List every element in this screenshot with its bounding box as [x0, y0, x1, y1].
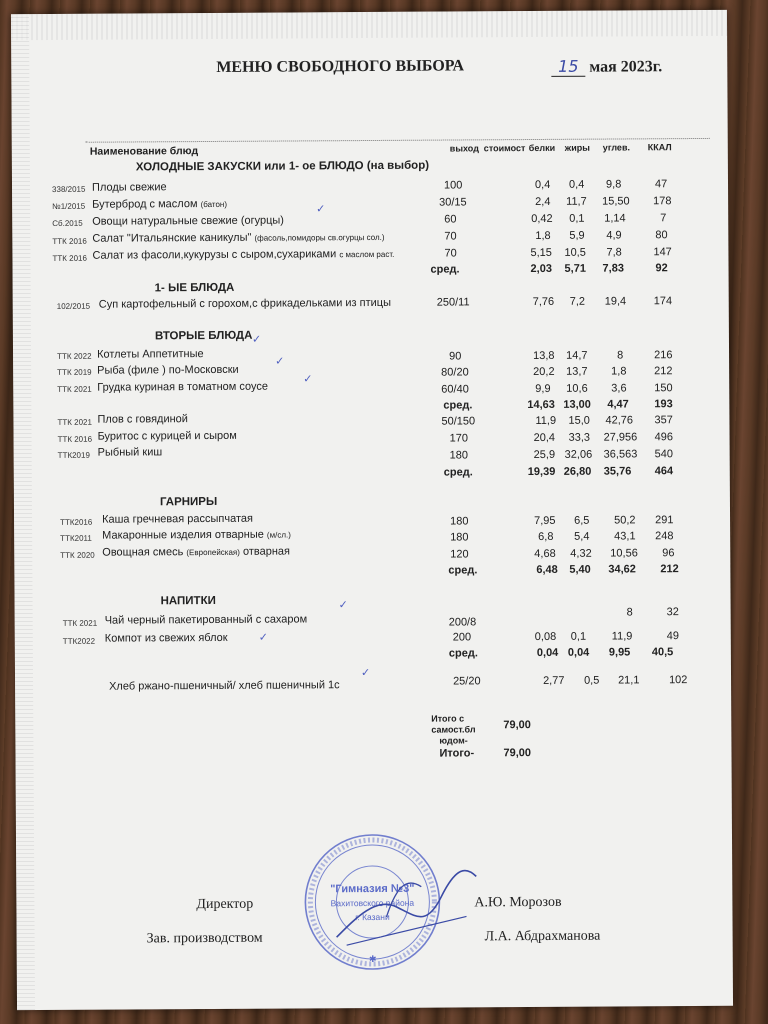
check-mark-icon: ✓ [251, 333, 262, 346]
row-portion: 60/40 [441, 383, 469, 396]
check-mark-icon: ✓ [303, 373, 313, 386]
average-protein: 6,48 [536, 563, 558, 576]
row-carbs: 8 [626, 606, 633, 619]
col-kcal: ККАЛ [647, 142, 672, 153]
row-kcal: 216 [654, 349, 673, 362]
row-kcal: 7 [660, 212, 667, 225]
row-note: (Европейская) [186, 547, 240, 558]
row-protein: 7,76 [532, 295, 555, 309]
row-code: ТТК 2016 [52, 236, 87, 246]
row-portion: 180 [450, 515, 469, 528]
row-kcal: 212 [654, 365, 673, 378]
row-name: Суп картофельный с горохом,с фрикадельками из птицы [98, 296, 392, 311]
row-kcal: 102 [669, 674, 688, 687]
row-fat: 5,4 [574, 530, 590, 543]
row-name-main: Бутерброд с маслом [92, 198, 198, 211]
page-title: МЕНЮ СВОБОДНОГО ВЫБОРА [216, 57, 465, 76]
totals-label2: Итого- [439, 747, 475, 760]
row-fat: 32,06 [564, 448, 593, 461]
row-portion: 30/15 [439, 196, 467, 209]
row-kcal: 47 [654, 178, 668, 191]
row-protein: 0,42 [531, 212, 553, 226]
section-second: ВТОРЫЕ БЛЮДА [154, 329, 253, 343]
row-name: Грудка куриная в томатном соусе [97, 380, 269, 394]
row-carbs: 36,563 [603, 448, 638, 461]
row-protein: 20,4 [533, 431, 556, 445]
row-protein: 2,4 [535, 195, 551, 208]
row-carbs: 10,56 [610, 547, 638, 560]
row-carbs: 3,6 [611, 382, 627, 395]
average-label: сред. [443, 466, 473, 479]
row-name [102, 546, 290, 559]
average-protein: 19,39 [527, 465, 556, 479]
average-fat: 26,80 [563, 465, 592, 478]
average-fat: 13,00 [563, 398, 591, 411]
row-carbs: 1,8 [611, 365, 627, 378]
average-carbs: 4,47 [607, 398, 629, 411]
row-fat: 0,4 [568, 178, 585, 191]
row-name: Плов с говядиной [97, 413, 188, 426]
row-kcal: 291 [655, 514, 674, 527]
average-label: сред. [448, 647, 478, 660]
row-fat: 7,2 [569, 295, 586, 308]
row-note: (фасоль,помидоры св.огурцы сол.) [254, 232, 385, 243]
average-protein: 14,63 [527, 398, 555, 412]
row-code: ТТК 2019 [57, 367, 92, 377]
row-name-main: Салат из фасоли,кукурузы с сыром,сухариками [92, 248, 337, 262]
average-label: сред. [430, 263, 460, 276]
average-carbs: 34,62 [608, 563, 636, 576]
row-portion: 120 [450, 548, 469, 561]
row-carbs: 42,76 [605, 414, 634, 427]
row-fat: 33,3 [568, 431, 591, 444]
row-code: 338/2015 [52, 184, 86, 194]
row-fat: 15,0 [568, 414, 590, 427]
row-name: Рыбный киш [97, 446, 163, 459]
row-portion: 70 [444, 230, 457, 243]
row-carbs: 21,1 [618, 674, 640, 687]
row-carbs: 1,14 [604, 212, 626, 225]
average-fat: 0,04 [567, 646, 590, 659]
check-mark-icon: ✓ [316, 203, 326, 216]
row-carbs: 11,9 [611, 630, 633, 643]
stamp-line1: "Гимназия №3" [330, 882, 415, 896]
row-portion: 80/20 [441, 366, 469, 379]
section-cold: ХОЛОДНЫЕ ЗАКУСКИ или 1- ое БЛЮДО (на выбор) [135, 159, 430, 174]
average-carbs: 9,95 [608, 646, 631, 659]
section-garnish: ГАРНИРЫ [159, 495, 218, 509]
check-mark-icon: ✓ [338, 599, 348, 612]
row-portion: 90 [449, 350, 462, 363]
col-carbs: углев. [602, 142, 630, 153]
row-name-main: Овощная смесь [102, 546, 184, 559]
totals-label-line3: юдом- [439, 735, 468, 746]
col-portion: выход [449, 143, 479, 154]
row-protein: 6,8 [538, 530, 554, 543]
row-name-main: Салат "Итальянские каникулы" [92, 231, 252, 245]
average-kcal: 92 [655, 262, 668, 275]
svg-text:✱: ✱ [368, 953, 377, 965]
row-protein: 9,9 [535, 382, 551, 396]
totals-label-line1: Итого с [431, 713, 465, 724]
col-protein: белки [528, 142, 556, 154]
row-code: Сб.2015 [52, 218, 83, 228]
menu-sheet [11, 10, 733, 1010]
row-carbs: 50,2 [614, 514, 636, 527]
row-name: Каша гречневая рассыпчатая [102, 512, 253, 526]
row-protein: 7,95 [534, 514, 556, 528]
section-first: 1- ЫЕ БЛЮДА [154, 281, 235, 295]
director-name: А.Ю. Морозов [474, 894, 562, 911]
stamp-line3: г. Казани [355, 911, 390, 923]
row-fat: 10,5 [564, 246, 586, 259]
row-code: ТТК2019 [57, 450, 90, 460]
average-fat: 5,40 [569, 563, 591, 576]
menu-date [551, 56, 662, 77]
row-fat: 4,32 [570, 547, 592, 560]
row-code: ТТК 2016 [57, 434, 93, 444]
row-kcal: 496 [654, 431, 673, 444]
row-carbs: 4,9 [606, 229, 622, 242]
average-label: сред. [448, 564, 478, 577]
row-carbs: 27,956 [603, 431, 638, 444]
row-code: ТТК 2021 [57, 384, 92, 394]
manager-name: Л.А. Абдрахманова [484, 928, 601, 945]
row-carbs: 19,4 [604, 295, 627, 308]
row-protein: 20,2 [533, 365, 555, 379]
row-protein: 25,9 [533, 448, 556, 462]
row-fat: 0,1 [570, 630, 587, 643]
director-signature [326, 856, 487, 957]
row-portion: 200 [452, 631, 472, 644]
stamp-line2: Вахитовского района [330, 897, 415, 909]
row-kcal: 96 [662, 547, 675, 560]
average-kcal: 212 [660, 563, 679, 576]
row-fat: 0,1 [569, 212, 585, 225]
row-code: ТТК 2021 [57, 417, 92, 427]
row-fat: 11,7 [566, 195, 587, 208]
average-kcal: 40,5 [651, 646, 674, 659]
row-fat: 5,9 [569, 229, 585, 242]
row-fat: 10,6 [566, 382, 588, 395]
row-note: (м/сл.) [266, 530, 291, 540]
row-note: с маслом раст. [339, 249, 395, 260]
row-kcal: 540 [654, 448, 674, 461]
row-name: Буритос с курицей и сыром [97, 429, 237, 443]
row-code: ТТК 2021 [62, 618, 98, 628]
totals-value2: 79,00 [503, 747, 532, 760]
average-protein: 2,03 [530, 262, 552, 276]
row-name: Чай черный пакетированный с сахаром [104, 613, 308, 627]
row-protein: 11,9 [535, 414, 557, 427]
row-code: ТТК2011 [60, 533, 92, 543]
row-name: Хлеб ржано-пшеничный/ хлеб пшеничный 1с [109, 679, 340, 693]
row-protein: 0,4 [534, 178, 551, 191]
row-protein: 4,68 [534, 547, 556, 561]
row-fat: 14,7 [566, 349, 588, 362]
average-kcal: 193 [654, 398, 673, 411]
row-fat: 6,5 [574, 514, 590, 527]
row-kcal: 178 [653, 195, 672, 208]
average-protein: 0,04 [536, 646, 559, 659]
row-name-main: Макаронные изделия отварные [102, 528, 264, 542]
check-mark-icon: ✓ [275, 355, 285, 368]
row-name: Плоды свежие [91, 181, 167, 194]
row-kcal: 248 [655, 530, 674, 543]
average-kcal: 464 [654, 465, 674, 478]
row-name-tail: отварная [242, 545, 291, 558]
row-protein: 0,08 [534, 630, 557, 644]
row-code: ТТК2016 [60, 517, 93, 527]
row-portion: 25/20 [453, 675, 481, 688]
row-portion: 100 [443, 179, 463, 192]
average-carbs: 35,76 [603, 465, 632, 478]
col-name: Наименование блюд [89, 145, 199, 158]
row-protein: 2,77 [543, 674, 565, 687]
totals-value1: 79,00 [503, 719, 531, 732]
row-name [102, 528, 291, 541]
row-kcal: 174 [653, 295, 673, 308]
check-mark-icon: ✓ [360, 667, 371, 680]
row-code: 102/2015 [56, 301, 91, 311]
manager-title: Зав. производством [146, 930, 263, 947]
row-portion: 170 [449, 432, 468, 445]
row-name: Рыба (филе ) по-Московски [97, 363, 239, 377]
row-carbs: 7,8 [606, 246, 622, 259]
row-protein: 1,8 [535, 229, 551, 242]
row-kcal: 147 [653, 246, 672, 259]
row-name: Котлеты Аппетитные [97, 348, 204, 361]
row-name: Компот из свежих яблок [104, 631, 228, 645]
col-cost: стоимост [483, 143, 526, 154]
row-fat: 13,7 [566, 365, 588, 378]
row-code: ТТК 2016 [52, 253, 87, 263]
date-day: 15 [551, 57, 585, 77]
row-portion: 70 [444, 247, 457, 260]
row-name [92, 248, 394, 262]
row-portion: 250/11 [436, 296, 470, 309]
director-title: Директор [196, 896, 254, 913]
row-portion: 50/150 [441, 415, 476, 428]
row-code: ТТК2022 [62, 636, 96, 646]
scan-artifact-top [11, 10, 727, 40]
row-kcal: 357 [654, 414, 673, 427]
row-code: ТТК 2020 [60, 550, 95, 560]
row-portion: 200/8 [448, 616, 477, 629]
section-drinks: НАПИТКИ [160, 594, 216, 608]
row-name [92, 198, 227, 211]
row-carbs: 9,8 [605, 178, 622, 191]
row-code: ТТК 2022 [57, 351, 92, 361]
row-protein: 13,8 [533, 349, 555, 363]
row-name [92, 231, 384, 245]
row-carbs: 8 [617, 349, 624, 362]
average-carbs: 7,83 [602, 262, 624, 275]
row-name: Овощи натуральные свежие (огурцы) [92, 214, 285, 228]
row-portion: 180 [450, 531, 469, 544]
row-note: (батон) [200, 199, 228, 210]
row-carbs: 43,1 [614, 530, 636, 543]
row-kcal: 32 [666, 606, 679, 619]
average-fat: 5,71 [564, 262, 586, 275]
row-portion: 60 [444, 213, 457, 226]
row-carbs: 15,50 [602, 195, 630, 208]
row-fat: 0,5 [584, 674, 600, 687]
row-kcal: 150 [654, 382, 673, 395]
row-protein: 5,15 [530, 246, 552, 260]
totals-label-line2: самост.бл [431, 724, 476, 735]
row-portion: 180 [449, 449, 469, 462]
average-label: сред. [443, 399, 473, 412]
col-fat: жиры [564, 142, 590, 153]
check-mark-icon: ✓ [258, 631, 269, 644]
date-month-year: мая 2023г. [589, 58, 663, 76]
row-kcal: 80 [655, 229, 668, 242]
row-kcal: 49 [666, 630, 680, 643]
row-code: №1/2015 [52, 201, 86, 211]
